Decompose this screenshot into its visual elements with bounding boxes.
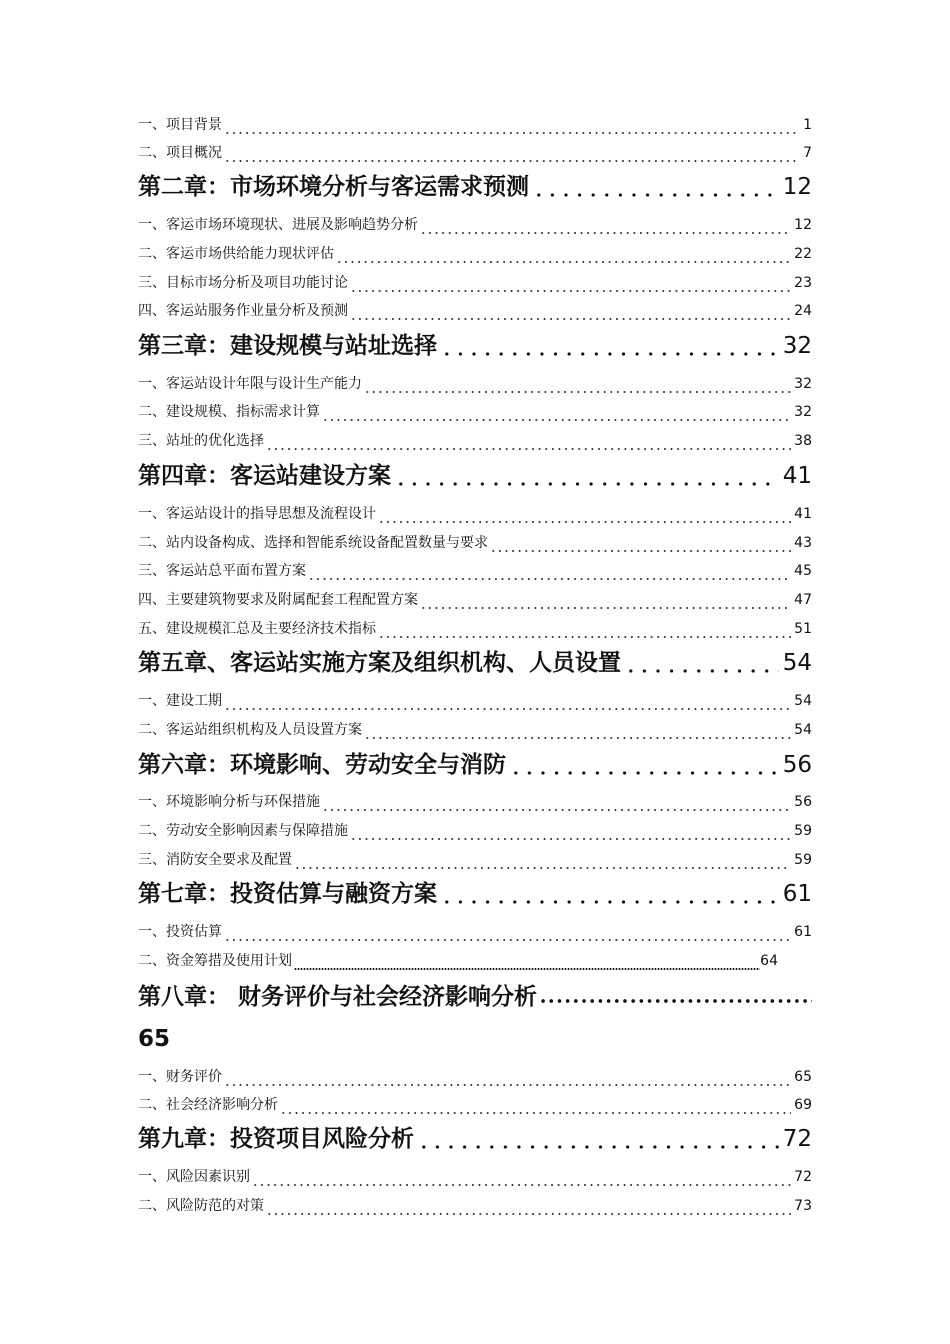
toc-page-number: 69 bbox=[794, 1097, 812, 1113]
toc-page-number: 32 bbox=[794, 404, 812, 420]
toc-leader bbox=[378, 625, 791, 639]
toc-entry[interactable] bbox=[138, 244, 812, 264]
toc-entry[interactable] bbox=[138, 504, 812, 524]
toc-leader bbox=[417, 1132, 779, 1156]
toc-entry-title: 二、项目概况 bbox=[138, 145, 222, 161]
toc-leader bbox=[266, 437, 791, 451]
toc-page-number: 32 bbox=[782, 333, 812, 359]
toc-entry-title: 一、投资估算 bbox=[138, 924, 222, 940]
toc-entry-title: 二、建设规模、指标需求计算 bbox=[138, 404, 320, 420]
toc-page-number: 7 bbox=[803, 145, 812, 161]
toc-page-number: 56 bbox=[782, 752, 812, 778]
toc-chapter[interactable] bbox=[138, 646, 812, 680]
toc-entry-title: 一、项目背景 bbox=[138, 117, 222, 133]
toc-leader bbox=[224, 149, 800, 163]
toc-entry[interactable] bbox=[138, 143, 812, 163]
toc-leader bbox=[440, 339, 779, 363]
toc-page-number: 72 bbox=[794, 1169, 812, 1185]
toc-leader bbox=[266, 1202, 791, 1216]
toc-entry-title: 五、建设规模汇总及主要经济技术指标 bbox=[138, 621, 376, 637]
toc-entry-title: 二、风险防范的对策 bbox=[138, 1198, 264, 1214]
toc-page-number: 56 bbox=[794, 794, 812, 810]
toc-leader bbox=[308, 567, 791, 581]
toc-entry-title: 四、客运站服务作业量分析及预测 bbox=[138, 303, 348, 319]
toc-entry-title: 二、客运站组织机构及人员设置方案 bbox=[138, 722, 362, 738]
toc-leader bbox=[294, 957, 760, 971]
toc-leader bbox=[420, 221, 791, 235]
toc-entry-title: 三、消防安全要求及配置 bbox=[138, 852, 292, 868]
toc-page-number: 73 bbox=[794, 1198, 812, 1214]
toc-entry[interactable] bbox=[138, 1167, 812, 1187]
toc-entry-title: 二、站内设备构成、选择和智能系统设备配置数量与要求 bbox=[138, 535, 488, 551]
toc-page-number: 32 bbox=[794, 376, 812, 392]
toc-entry[interactable] bbox=[138, 792, 812, 812]
toc-entry[interactable] bbox=[138, 1067, 812, 1087]
toc-page-number: 51 bbox=[794, 621, 812, 637]
toc-page-number: 45 bbox=[794, 563, 812, 579]
toc-entry[interactable] bbox=[138, 720, 812, 740]
toc-page-number: 41 bbox=[794, 506, 812, 522]
toc-entry-title: 二、客运市场供给能力现状评估 bbox=[138, 246, 334, 262]
toc-page-number: 64 bbox=[760, 953, 778, 969]
toc-entry[interactable] bbox=[138, 922, 812, 942]
toc-entry-title: 四、主要建筑物要求及附属配套工程配置方案 bbox=[138, 592, 418, 608]
toc-entry-title: 二、资金筹措及使用计划 bbox=[138, 953, 292, 969]
toc-leader bbox=[294, 856, 791, 870]
toc-entry[interactable] bbox=[138, 850, 812, 870]
toc-entry[interactable] bbox=[138, 115, 812, 135]
toc-entry[interactable] bbox=[138, 301, 812, 321]
toc-chapter-title: 第二章：市场环境分析与客运需求预测 bbox=[138, 174, 529, 200]
toc-leader bbox=[378, 510, 791, 524]
toc-entry-title: 一、客运站设计年限与设计生产能力 bbox=[138, 376, 362, 392]
toc-leader bbox=[350, 827, 791, 841]
toc-leader bbox=[624, 656, 779, 680]
toc-page-number: 59 bbox=[794, 852, 812, 868]
toc-entry[interactable] bbox=[138, 691, 812, 711]
toc-entry[interactable] bbox=[138, 619, 812, 639]
toc-page-number: 65 bbox=[794, 1069, 812, 1085]
toc-entry-title: 二、社会经济影响分析 bbox=[138, 1097, 278, 1113]
toc-entry[interactable] bbox=[138, 374, 812, 394]
toc-page-number: 38 bbox=[794, 433, 812, 449]
toc-chapter-title: 第八章： 财务评价与社会经济影响分析 bbox=[138, 984, 538, 1010]
toc-entry[interactable] bbox=[138, 533, 812, 553]
toc-entry-title: 三、站址的优化选择 bbox=[138, 433, 264, 449]
toc-page-number: 72 bbox=[782, 1126, 812, 1152]
toc-chapter[interactable] bbox=[138, 1122, 812, 1156]
toc-entry-title: 一、建设工期 bbox=[138, 693, 222, 709]
toc-chapter[interactable] bbox=[138, 980, 812, 1014]
toc-leader bbox=[490, 539, 791, 553]
toc-leader bbox=[224, 1073, 791, 1087]
toc-page-number: 61 bbox=[794, 924, 812, 940]
toc-leader bbox=[532, 180, 779, 204]
toc-entry[interactable] bbox=[138, 561, 812, 581]
toc-leader bbox=[364, 380, 791, 394]
toc-leader bbox=[322, 408, 791, 422]
toc-leader bbox=[322, 798, 791, 812]
toc-page-number: 23 bbox=[794, 275, 812, 291]
toc-chapter[interactable] bbox=[138, 459, 812, 493]
toc-page-number: 59 bbox=[794, 823, 812, 839]
toc-entry[interactable] bbox=[138, 590, 812, 610]
toc-leader bbox=[350, 307, 791, 321]
toc-page-number: 47 bbox=[794, 592, 812, 608]
toc-leader bbox=[224, 121, 800, 135]
toc-chapter-title: 第七章：投资估算与融资方案 bbox=[138, 881, 437, 907]
toc-page-number: 1 bbox=[803, 117, 812, 133]
toc-leader bbox=[509, 758, 779, 782]
toc-page-number: 43 bbox=[794, 535, 812, 551]
toc-entry-title: 一、风险因素识别 bbox=[138, 1169, 250, 1185]
toc-chapter-title: 第五章、客运站实施方案及组织机构、人员设置 bbox=[138, 650, 621, 676]
toc-page-number: 24 bbox=[794, 303, 812, 319]
toc-page-number: 41 bbox=[782, 463, 812, 489]
toc-chapter-title: 第六章：环境影响、劳动安全与消防 bbox=[138, 752, 506, 778]
toc-entry[interactable] bbox=[138, 431, 812, 451]
toc-leader bbox=[364, 726, 791, 740]
toc-leader bbox=[224, 697, 791, 711]
toc-entry-title: 一、客运站设计的指导思想及流程设计 bbox=[138, 506, 376, 522]
toc-page-number: 54 bbox=[794, 693, 812, 709]
toc-leader bbox=[280, 1101, 791, 1115]
toc-entry[interactable] bbox=[138, 821, 812, 841]
toc-entry-title: 三、目标市场分析及项目功能讨论 bbox=[138, 275, 348, 291]
toc-entry-title: 二、劳动安全影响因素与保障措施 bbox=[138, 823, 348, 839]
toc-leader bbox=[394, 469, 779, 493]
toc-page-number: 12 bbox=[794, 217, 812, 233]
toc-chapter-title: 第九章：投资项目风险分析 bbox=[138, 1126, 414, 1152]
toc-page-number: 12 bbox=[782, 174, 812, 200]
toc-entry[interactable] bbox=[138, 951, 778, 971]
toc-chapter-title: 第三章：建设规模与站址选择 bbox=[138, 333, 437, 359]
toc-entry[interactable] bbox=[138, 215, 812, 235]
toc-leader bbox=[252, 1173, 791, 1187]
toc-leader bbox=[224, 928, 791, 942]
toc-entry-title: 一、环境影响分析与环保措施 bbox=[138, 794, 320, 810]
toc-page-number: 54 bbox=[794, 722, 812, 738]
toc-entry-title: 三、客运站总平面布置方案 bbox=[138, 563, 306, 579]
toc-chapter[interactable] bbox=[138, 877, 812, 911]
toc-page-number: 54 bbox=[782, 650, 812, 676]
toc-chapter-title: 第四章：客运站建设方案 bbox=[138, 463, 391, 489]
toc-page-number: 65 bbox=[138, 1026, 171, 1052]
toc-entry[interactable] bbox=[138, 402, 812, 422]
toc-entry-title: 一、财务评价 bbox=[138, 1069, 222, 1085]
toc-chapter[interactable] bbox=[138, 748, 812, 782]
toc-page-number: 22 bbox=[794, 246, 812, 262]
toc-leader bbox=[336, 250, 791, 264]
toc-chapter[interactable] bbox=[138, 170, 812, 204]
toc-entry[interactable] bbox=[138, 273, 812, 293]
toc-entry[interactable] bbox=[138, 1095, 812, 1115]
toc-page-number: 61 bbox=[782, 881, 812, 907]
toc-chapter[interactable] bbox=[138, 329, 812, 363]
toc-leader bbox=[420, 596, 791, 610]
toc-leader bbox=[350, 279, 791, 293]
toc-leader bbox=[440, 887, 779, 911]
toc-entry[interactable] bbox=[138, 1196, 812, 1216]
toc-entry-title: 一、客运市场环境现状、进展及影响趋势分析 bbox=[138, 217, 418, 233]
toc-leader bbox=[539, 990, 812, 1014]
